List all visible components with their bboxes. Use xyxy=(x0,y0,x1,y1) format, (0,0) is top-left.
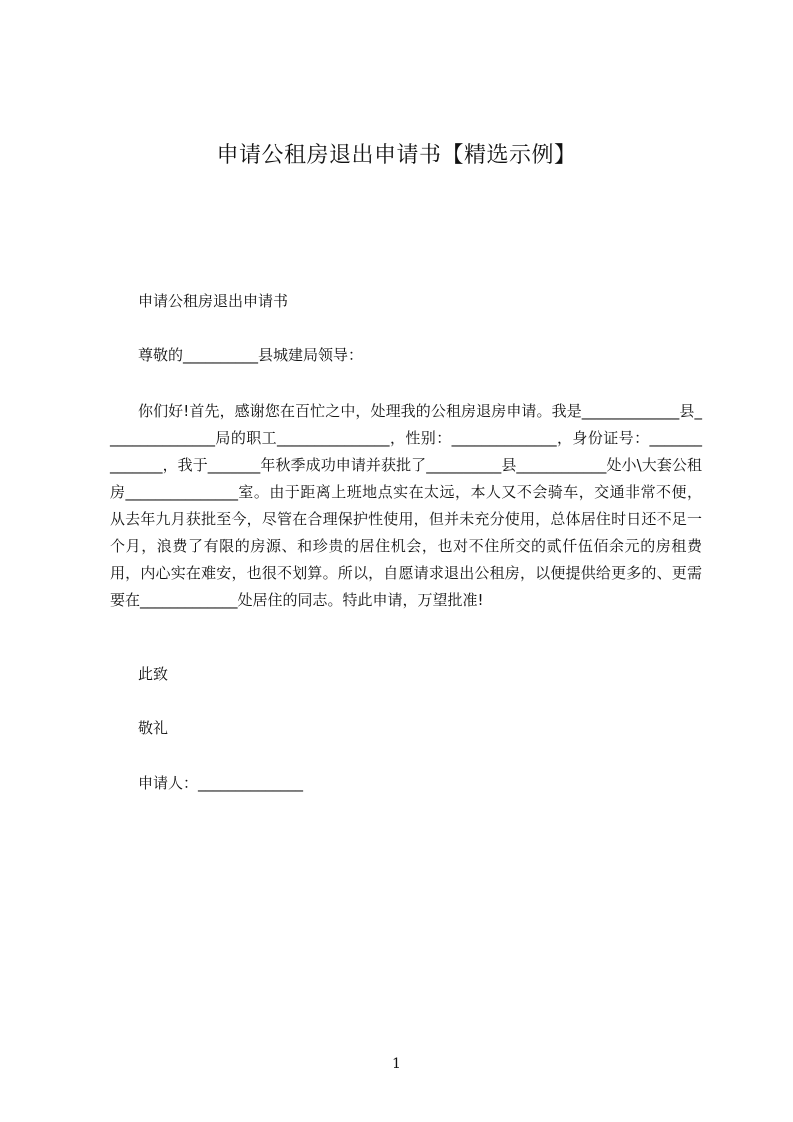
letter-heading: 申请公租房退出申请书 xyxy=(138,292,289,310)
closing-cizhi: 此致 xyxy=(138,665,169,683)
salutation: 尊敬的__________县城建局领导： xyxy=(138,346,364,364)
applicant-signature-line: 申请人：______________ xyxy=(138,774,304,792)
page-number: 1 xyxy=(392,1056,401,1072)
document-title: 申请公租房退出申请书【精选示例】 xyxy=(216,143,577,168)
letter-body: 你们好!首先，感谢您在百忙之中，处理我的公租房退房申请。我是_____________县_______________局的职工_______________，性别：______________，身份证号：______________，我于_______年秋季成功申请并获批了__________县____________处小\大套公租房_______________室。由于距离上班地点实在太远，本人又不会骑车，交通非常不便，从去年九月获批至今，尽管在合理保护性使用，但并未充分使用，总体居住时日还不足一个月，浪费了有限的房源、和珍贵的居住机会，也对不住所交的贰仟伍佰余元的房租费用，内心实在难安，也很不划算。所以，自愿请求退出公租房，以便提供给更多的、更需要在_____________处居住的同志。特此申请，万望批准! xyxy=(110,402,702,609)
closing-jingli: 敬礼 xyxy=(138,719,169,737)
